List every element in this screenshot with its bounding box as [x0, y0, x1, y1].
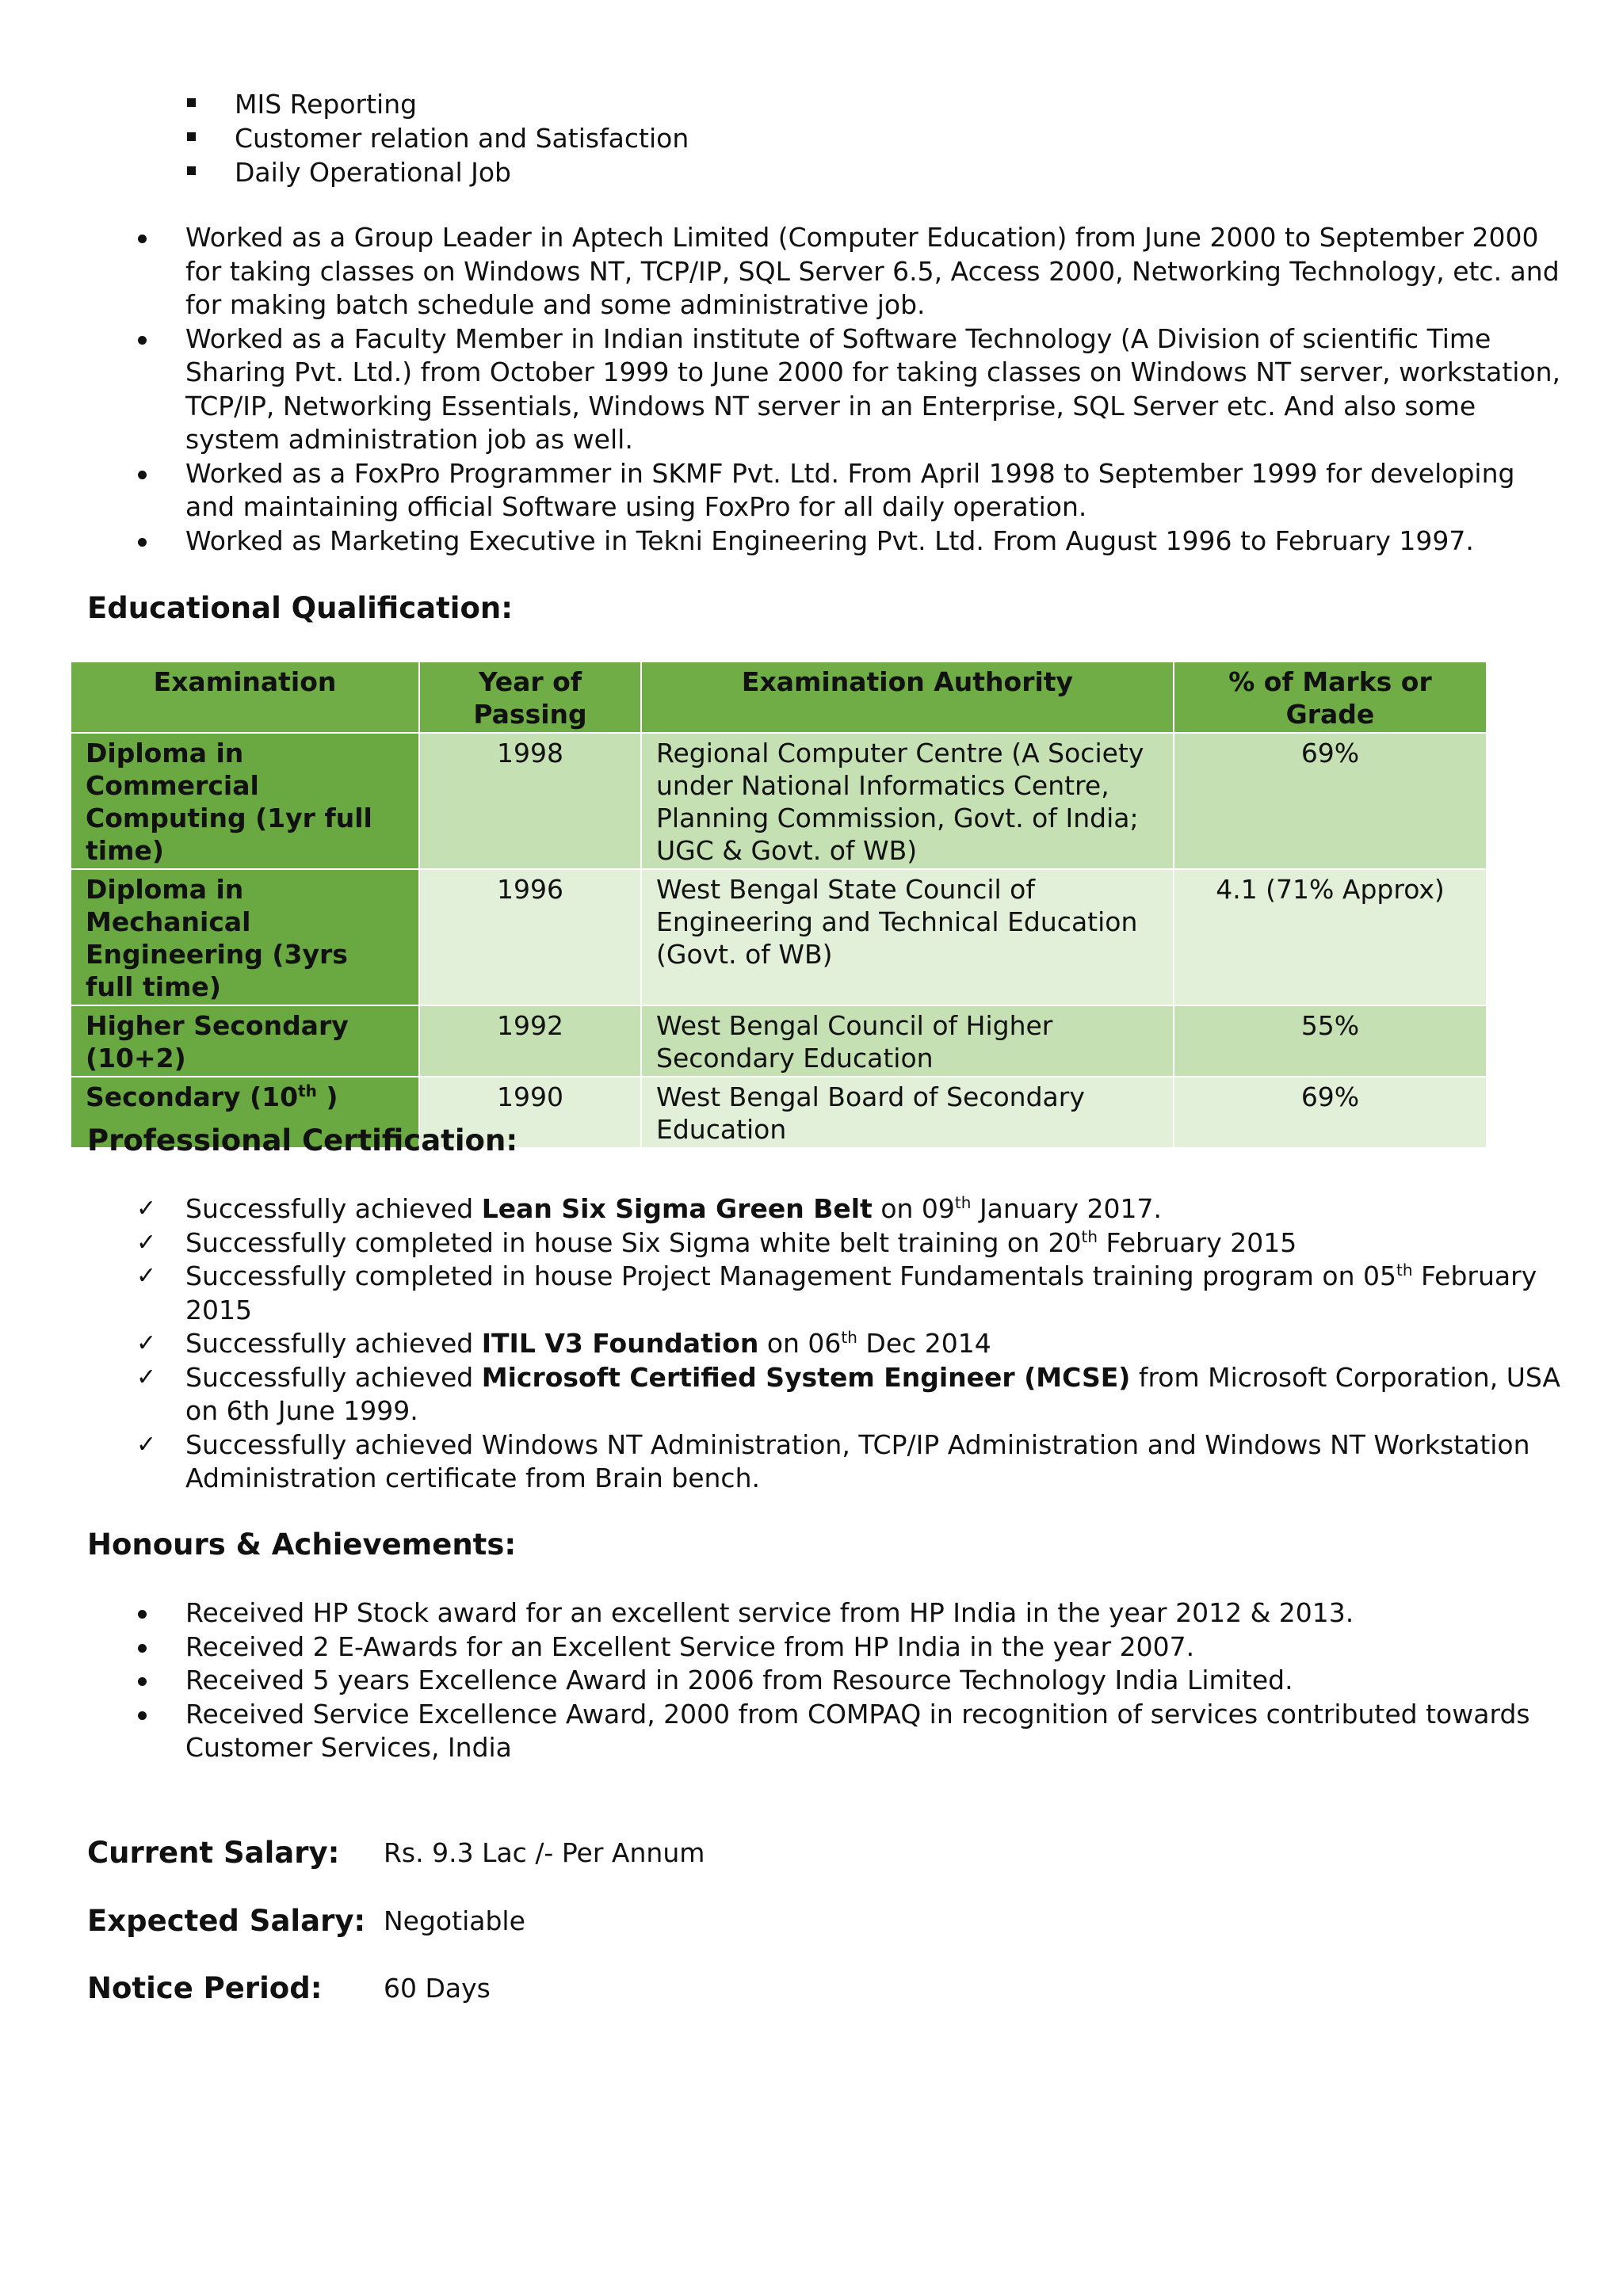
exam-cell: Diploma in Commercial Computing (1yr full time) — [71, 733, 419, 869]
checkmark-icon: ✓ — [136, 1363, 157, 1391]
marks-cell: 69% — [1174, 733, 1487, 869]
authority-cell: West Bengal Council of Higher Secondary Education — [641, 1005, 1174, 1077]
authority-cell: West Bengal State Council of Engineering and Technical Education (Govt. of WB) — [641, 869, 1174, 1005]
education-heading: Educational Qualification: — [87, 591, 514, 625]
education-table — [71, 662, 1487, 1149]
table-row — [71, 869, 1487, 1005]
item-text: on 09 — [872, 1193, 955, 1224]
column-header: Year of Passing — [419, 662, 641, 733]
checkmark-icon: ✓ — [136, 1329, 157, 1357]
list-item — [135, 1260, 1561, 1327]
authority-cell: Regional Computer Centre (A Society under National Informatics Centre, Planning Commission, Govt. of India; UGC & Govt. of WB) — [641, 733, 1174, 869]
certification-list — [135, 1192, 1561, 1496]
list-item — [135, 1192, 1561, 1226]
superscript: th — [954, 1193, 972, 1212]
marks-cell: 4.1 (71% Approx) — [1174, 869, 1487, 1005]
expected-salary-label: Expected Salary: — [87, 1904, 366, 1938]
superscript: th — [841, 1328, 857, 1347]
current-salary-label: Current Salary: — [87, 1836, 340, 1870]
checkmark-icon: ✓ — [136, 1430, 157, 1459]
experience-list — [135, 221, 1561, 558]
list-item — [135, 1428, 1561, 1496]
year-cell: 1992 — [419, 1005, 641, 1077]
item-text: Successfully completed in house Project Management Fundamentals training program on 05 — [185, 1261, 1396, 1291]
exam-text: Secondary (10 — [86, 1081, 299, 1112]
authority-cell: West Bengal Board of Secondary Education — [641, 1077, 1174, 1148]
list-item: Received 5 years Excellence Award in 2006 from Resource Technology India Limited. — [135, 1664, 1561, 1698]
notice-period-label: Notice Period: — [87, 1971, 323, 2005]
item-text: Successfully achieved Windows NT Administration, TCP/IP Administration and Windows NT Workstation Administration certificate from Brain bench. — [185, 1428, 1530, 1493]
item-text: Successfully achieved — [185, 1328, 482, 1359]
item-text: Dec 2014 — [857, 1328, 991, 1359]
expected-salary-value: Negotiable — [384, 1905, 525, 1936]
list-item: Received 2 E-Awards for an Excellent Service from HP India in the year 2007. — [135, 1630, 1561, 1665]
marks-cell: 69% — [1174, 1077, 1487, 1148]
superscript: th — [1081, 1226, 1098, 1246]
marks-cell: 55% — [1174, 1005, 1487, 1077]
duties-list — [184, 87, 689, 189]
item-text: Successfully achieved — [185, 1193, 482, 1224]
item-bold-text: ITIL V3 Foundation — [481, 1328, 759, 1359]
certification-heading: Professional Certification: — [87, 1123, 518, 1158]
item-text: January 2017. — [971, 1193, 1163, 1224]
exam-cell: Diploma in Mechanical Engineering (3yrs full time) — [71, 869, 419, 1005]
table-row — [71, 1005, 1487, 1077]
table-row — [71, 733, 1487, 869]
list-item: Worked as a Group Leader in Aptech Limited (Computer Education) from June 2000 to September 2000 for taking classes on Windows NT, TCP/IP, SQL Server 6.5, Access 2000, Networking Technology, etc. and for making batch schedule and some administrative job. — [135, 221, 1561, 322]
current-salary-value: Rs. 9.3 Lac /- Per Annum — [384, 1837, 705, 1868]
notice-period-value: 60 Days — [384, 1973, 491, 2004]
item-text: February 2015 — [185, 1261, 1537, 1325]
list-item: Customer relation and Satisfaction — [184, 121, 689, 155]
list-item — [135, 1327, 1561, 1361]
item-bold-text: Lean Six Sigma Green Belt — [481, 1193, 873, 1224]
checkmark-icon: ✓ — [136, 1195, 157, 1222]
item-text: from Microsoft Corporation, USA on 6th June 1999. — [185, 1361, 1560, 1426]
item-text: Successfully achieved — [185, 1361, 482, 1393]
list-item: Worked as Marketing Executive in Tekni Engineering Pvt. Ltd. From August 1996 to February 1997. — [135, 524, 1561, 559]
list-item — [135, 1361, 1561, 1428]
honours-heading: Honours & Achievements: — [87, 1527, 517, 1562]
item-bold-text: Microsoft Certified System Engineer (MCSE) — [481, 1361, 1131, 1393]
list-item — [135, 1226, 1561, 1261]
exam-cell: Higher Secondary (10+2) — [71, 1005, 419, 1077]
item-text: February 2015 — [1098, 1226, 1297, 1258]
column-header: Examination — [71, 662, 419, 733]
year-cell: 1998 — [419, 733, 641, 869]
superscript: th — [298, 1081, 317, 1100]
item-text: on 06 — [758, 1328, 842, 1359]
checkmark-icon: ✓ — [136, 1228, 157, 1257]
list-item: Received Service Excellence Award, 2000 from COMPAQ in recognition of services contributed towards Customer Services, India — [135, 1698, 1561, 1765]
year-cell: 1990 — [419, 1077, 641, 1148]
list-item: Worked as a FoxPro Programmer in SKMF Pvt. Ltd. From April 1998 to September 1999 for developing and maintaining official Software using FoxPro for all daily operation. — [135, 457, 1561, 524]
list-item: MIS Reporting — [184, 87, 689, 121]
exam-text: ) — [316, 1081, 338, 1112]
table-header-row — [71, 662, 1487, 733]
honours-list — [135, 1596, 1561, 1765]
list-item: Received HP Stock award for an excellent service from HP India in the year 2012 & 2013. — [135, 1596, 1561, 1630]
superscript: th — [1396, 1261, 1413, 1280]
list-item: Daily Operational Job — [184, 155, 689, 189]
column-header: Examination Authority — [641, 662, 1174, 733]
column-header: % of Marks or Grade — [1174, 662, 1487, 733]
checkmark-icon: ✓ — [136, 1262, 157, 1290]
item-text: Successfully completed in house Six Sigma white belt training on 20 — [185, 1226, 1082, 1258]
year-cell: 1996 — [419, 869, 641, 1005]
list-item: Worked as a Faculty Member in Indian institute of Software Technology (A Division of scientific Time Sharing Pvt. Ltd.) from October 1999 to June 2000 for taking classes on Windows NT server, workstation, TCP/IP, Networking Essentials, Windows NT server in an Enterprise, SQL Server etc. And also some system administration job as well. — [135, 322, 1561, 457]
